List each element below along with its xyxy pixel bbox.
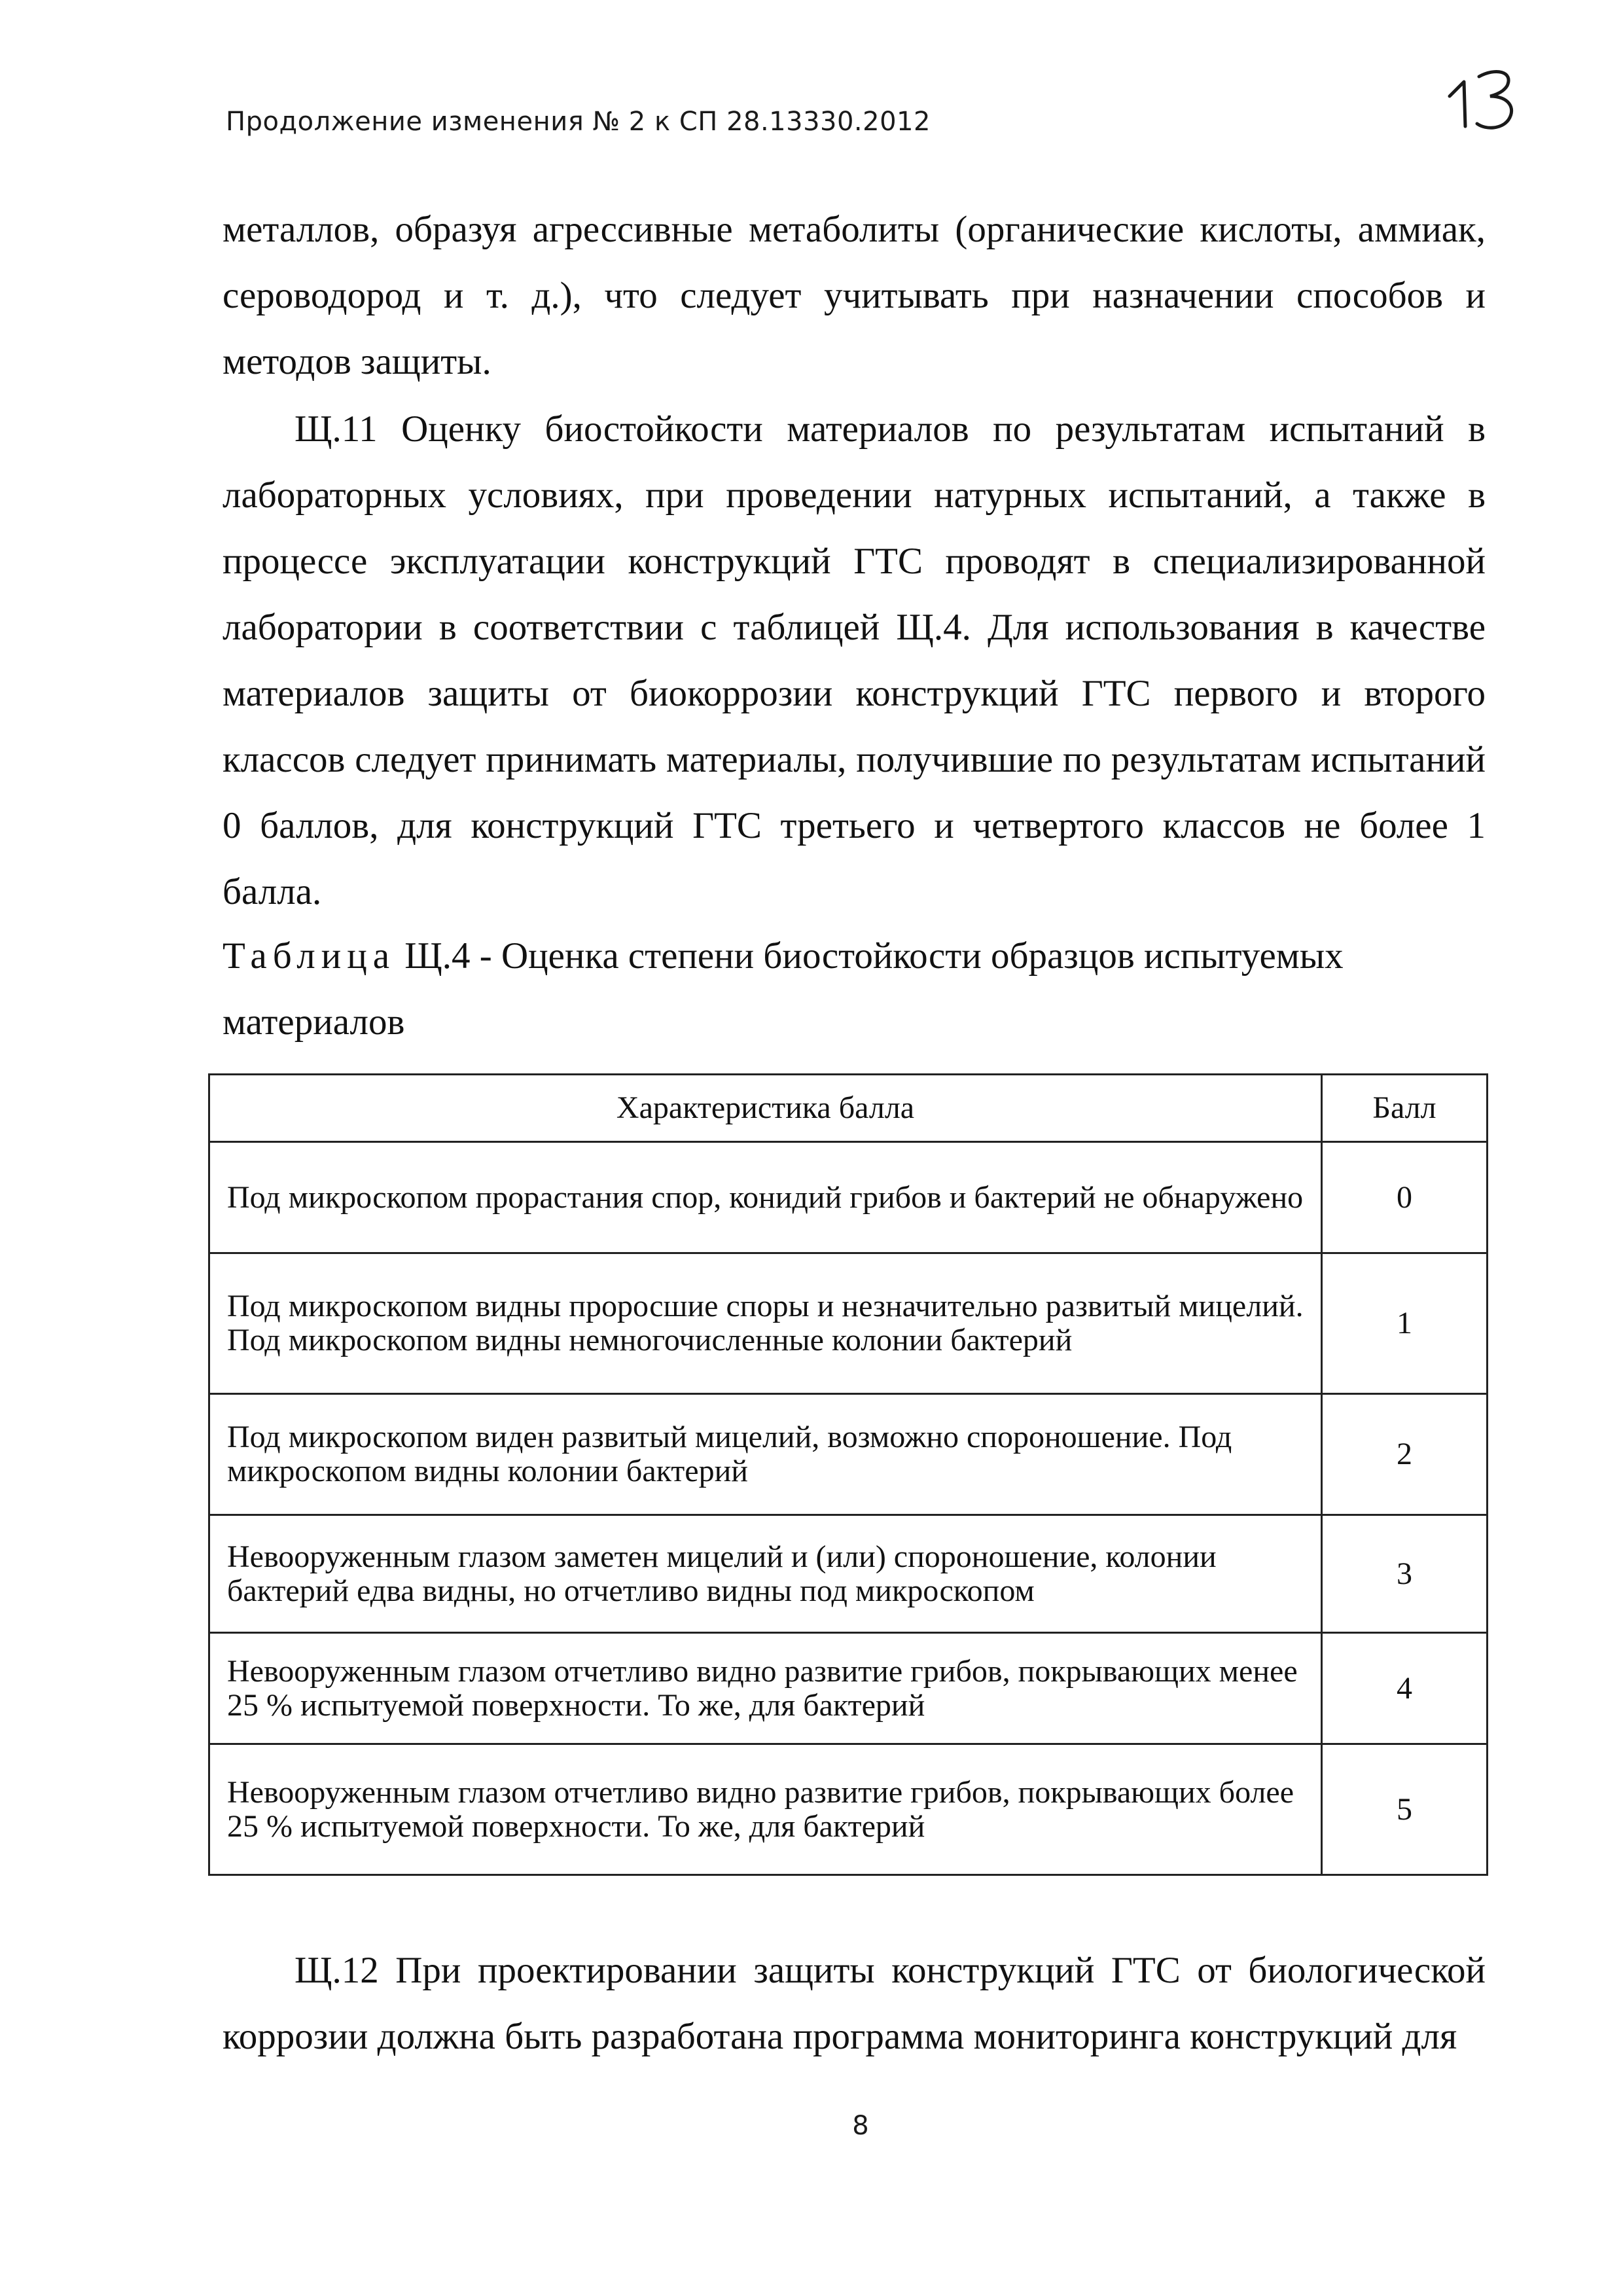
row-characteristic: Невооруженным глазом заметен мицелий и (или) спороношение, колонии бактерий едва видны, но отчетливо видны под микроскопом xyxy=(209,1515,1322,1633)
row-score: 1 xyxy=(1322,1253,1488,1394)
page-number: 8 xyxy=(852,2111,869,2141)
row-characteristic: Под микроскопом видны проросшие споры и незначительно развитый мицелий. Под микроскопом видны немногочисленные колонии бактерий xyxy=(209,1253,1322,1394)
row-characteristic: Невооруженным глазом отчетливо видно развитие грибов, покрывающих менее 25 % испытуемой поверхности. То же, для бактерий xyxy=(209,1633,1322,1744)
paragraph-sch-12: Щ.12 При проектировании защиты конструкций ГТС от биологической коррозии должна быть разработана программа мониторинга конструкций для xyxy=(223,1950,1486,2057)
header-score: Балл xyxy=(1322,1075,1488,1142)
row-score: 5 xyxy=(1322,1744,1488,1875)
table-header-row xyxy=(209,1075,1488,1142)
table-row xyxy=(209,1744,1488,1875)
table-row xyxy=(209,1633,1488,1744)
table-caption-title: Щ.4 - Оценка степени биостойкости образцов испытуемых материалов xyxy=(223,935,1344,1043)
table-caption-label: Таблица xyxy=(223,935,396,977)
row-score: 0 xyxy=(1322,1142,1488,1253)
score-table xyxy=(208,1073,1488,1876)
table-row xyxy=(209,1515,1488,1633)
document-header: Продолжение изменения № 2 к СП 28.13330.2012 xyxy=(226,107,931,137)
row-characteristic: Под микроскопом виден развитый мицелий, возможно спороношение. Под микроскопом видны колонии бактерий xyxy=(209,1394,1322,1515)
paragraph-sch-11: Щ.11 Оценку биостойкости материалов по результатам испытаний в лабораторных условиях, при проведении натурных испытаний, а также в процессе эксплуатации конструкций ГТС проводят в специализированной лаборатории в соответствии с таблицей Щ.4. Для использования в качестве материалов защиты от биокоррозии конструкций ГТС первого и второго классов следует принимать материалы, получившие по результатам испытаний 0 баллов, для конструкций ГТС третьего и четвертого классов не более 1 балла. xyxy=(223,408,1486,912)
row-characteristic: Под микроскопом прорастания спор, конидий грибов и бактерий не обнаружено xyxy=(209,1142,1322,1253)
table-row xyxy=(209,1253,1488,1394)
row-score: 3 xyxy=(1322,1515,1488,1633)
table-row xyxy=(209,1142,1488,1253)
paragraph-continuation: металлов, образуя агрессивные метаболиты (органические кислоты, аммиак, сероводород и т. д.), что следует учитывать при назначении способов и методов защиты. xyxy=(223,209,1486,382)
table-caption xyxy=(223,923,1486,1055)
row-score: 4 xyxy=(1322,1633,1488,1744)
row-score: 2 xyxy=(1322,1394,1488,1515)
table-row xyxy=(209,1394,1488,1515)
row-characteristic: Невооруженным глазом отчетливо видно развитие грибов, покрывающих более 25 % испытуемой поверхности. То же, для бактерий xyxy=(209,1744,1322,1875)
header-characteristic: Характеристика балла xyxy=(209,1075,1322,1142)
handwritten-page-number xyxy=(1443,62,1535,134)
